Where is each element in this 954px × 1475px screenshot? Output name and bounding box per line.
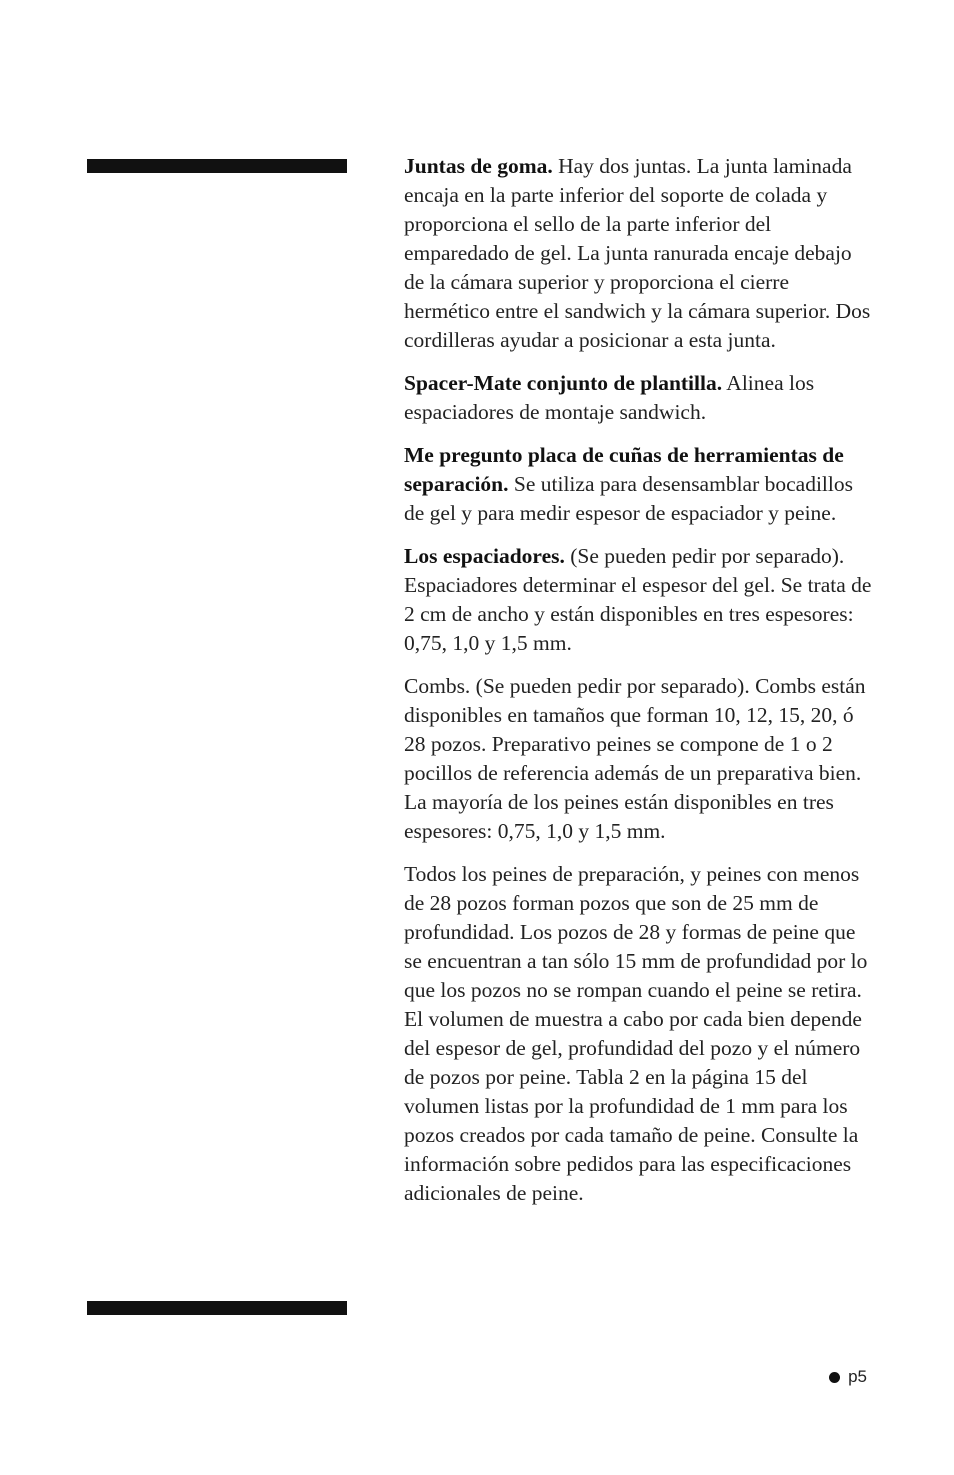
paragraph-juntas [404,152,874,355]
text-column [404,152,874,1222]
bottom-rule-bar [87,1301,347,1315]
paragraph-espaciadores [404,542,874,658]
paragraph-body: Todos los peines de preparación, y peines con menos de 28 pozos forman pozos que son de 25 mm de profundidad. Los pozos de 28 y formas de peine que se encuentran a tan sólo 15 mm de profundidad por lo que los pozos no se rompan cuando el peine se retira. El volumen de muestra a cabo por cada bien depende del espesor de gel, profundidad del pozo y el número de pozos por peine. Tabla 2 en la página 15 del volumen listas por la profundidad de 1 mm para los pozos creados por cada tamaño de peine. Consulte la información sobre pedidos para las especificaciones adicionales de peine. [404,862,868,1205]
paragraph-body: Alinea los espaciadores de montaje sandwich. [404,371,815,424]
paragraph-body: Hay dos juntas. La junta laminada encaja en la parte inferior del soporte de colada y proporciona el sello de la parte inferior del emparedado de gel. La junta ranurada encaje debajo de la cámara superior y proporciona el cierre hermético entre el sandwich y la cámara superior. Dos cordilleras ayudar a posicionar a esta junta. [404,154,871,352]
paragraph-heading: Juntas de goma. [404,154,553,178]
bullet-dot-icon [829,1372,840,1383]
paragraph-body: (Se pueden pedir por separado). Espaciadores determinar el espesor del gel. Se trata de 2 cm de ancho y están disponibles en tres espesores: 0,75, 1,0 y 1,5 mm. [404,544,872,655]
paragraph-heading: Los espaciadores. [404,544,565,568]
paragraph-peines-preparacion [404,860,874,1208]
paragraph-heading: Spacer-Mate conjunto de plantilla. [404,371,723,395]
paragraph-placa-cunas [404,441,874,528]
paragraph-body: Combs. (Se pueden pedir por separado). Combs están disponibles en tamaños que forman 10, 12, 15, 20, ó 28 pozos. Preparativo peines se compone de 1 o 2 pocillos de referencia además de un preparativa bien. La mayoría de los peines están disponibles en tres espesores: 0,75, 1,0 y 1,5 mm. [404,674,866,843]
top-rule-bar [87,159,347,173]
page-number: p5 [848,1367,867,1386]
paragraph-body: Se utiliza para desensamblar bocadillos de gel y para medir espesor de espaciador y peine. [404,472,853,525]
paragraph-heading: Me pregunto placa de cuñas de herramientas de separación. [404,443,844,496]
paragraph-spacer-mate [404,369,874,427]
paragraph-combs [404,672,874,846]
page-footer [829,1367,867,1387]
